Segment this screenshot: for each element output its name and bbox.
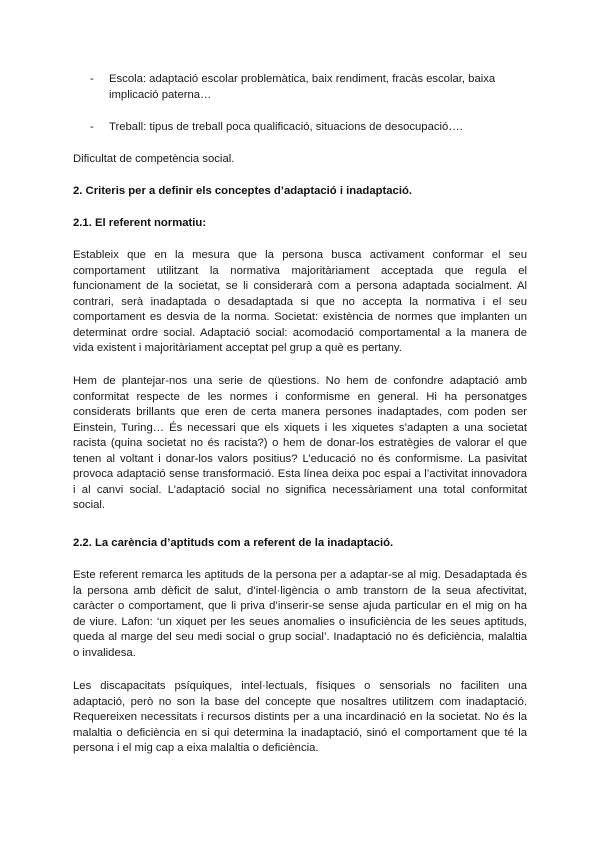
- section-2-1-paragraph-1: Estableix que en la mesura que la persona busca activament conformar el seu comportament utilitzant la normativa majoritàriament acceptada que regula el funcionament de la societat, se li considerarà com a persona adaptada socialment. Al contrari, serà inadaptada o desadaptada si que no accepta la normativa i el seu comportament es desvia de la norma. Societat: existència de normes que implanten un determinat ordre social. Adaptació social: acomodació comportamental a la manera de vida existent i majoritàriament acceptat pel grup a què es pertany.: [73, 249, 527, 354]
- bullet-dash: -: [90, 73, 94, 85]
- bullet-dash: -: [90, 121, 94, 133]
- bullet-text: Treball: tipus de treball poca qualificació, situacions de desocupació….: [109, 121, 463, 133]
- bullet-item-escola: [90, 72, 540, 103]
- section-2-1-heading: 2.1. El referent normatiu:: [73, 217, 207, 229]
- bullet-item-treball: [90, 120, 540, 136]
- section-2-2-paragraph-1: Este referent remarca les aptituds de la persona per a adaptar-se al mig. Desadaptada és la persona amb dèficit de salut, d’intel·ligència o amb transtorn de la seua afectivitat, caràcter o comportament, que li priva d’inserir-se sense ajuda particular en el mig on ha de viure. Lafon: ‘un xiquet per les seues anomalies o insuficiència de les seues aptituds, queda al marge del seu medi social o grup social’. Inadaptació no és deficiència, malaltia o invalidesa.: [73, 569, 527, 659]
- section-2-heading: 2. Criteris per a definir els conceptes d’adaptació i inadaptació.: [73, 185, 413, 197]
- difficulty-line: Dificultat de competència social.: [73, 153, 235, 165]
- bullet-text: Escola: adaptació escolar problemàtica, baix rendiment, fracàs escolar, baixa implicació paterna…: [109, 73, 496, 101]
- section-2-2-paragraph-2: Les discapacitats psíquiques, intel·lectuals, físiques o sensorials no faciliten una adaptació, però no son la base del concepte que nosaltres utilitzem com inadaptació. Requereixen necessitats i recursos distints per a una incardinació en la societat. No és la malaltia o deficiència en si qui determina la inadaptació, sinó el comportament que té la persona i el mig cap a eixa malaltia o deficiència.: [73, 680, 527, 754]
- section-2-2-heading: 2.2. La carència d’aptituds com a referent de la inadaptació.: [73, 537, 394, 549]
- section-2-1-paragraph-2: Hem de plantejar-nos una serie de qüestions. No hem de confondre adaptació amb conformitat respecte de les normes i conformisme en general. Hi ha personatges considerats brillants que eren de certa manera persones inadaptades, com poden ser Einstein, Turing… És necessari que els xiquets i les xiquetes s’adapten a una societat racista (quina societat no és racista?) o hem de donar-los estratègies de valorar el que tenen al voltant i donar-los valors positius? L’educació no és conformisme. La pasivitat provoca adaptació sense transformació. Esta línea deixa poc espai a l’activitat innovadora i al canvi social. L’adaptació social no significa necessàriament una total conformitat social.: [73, 375, 527, 511]
